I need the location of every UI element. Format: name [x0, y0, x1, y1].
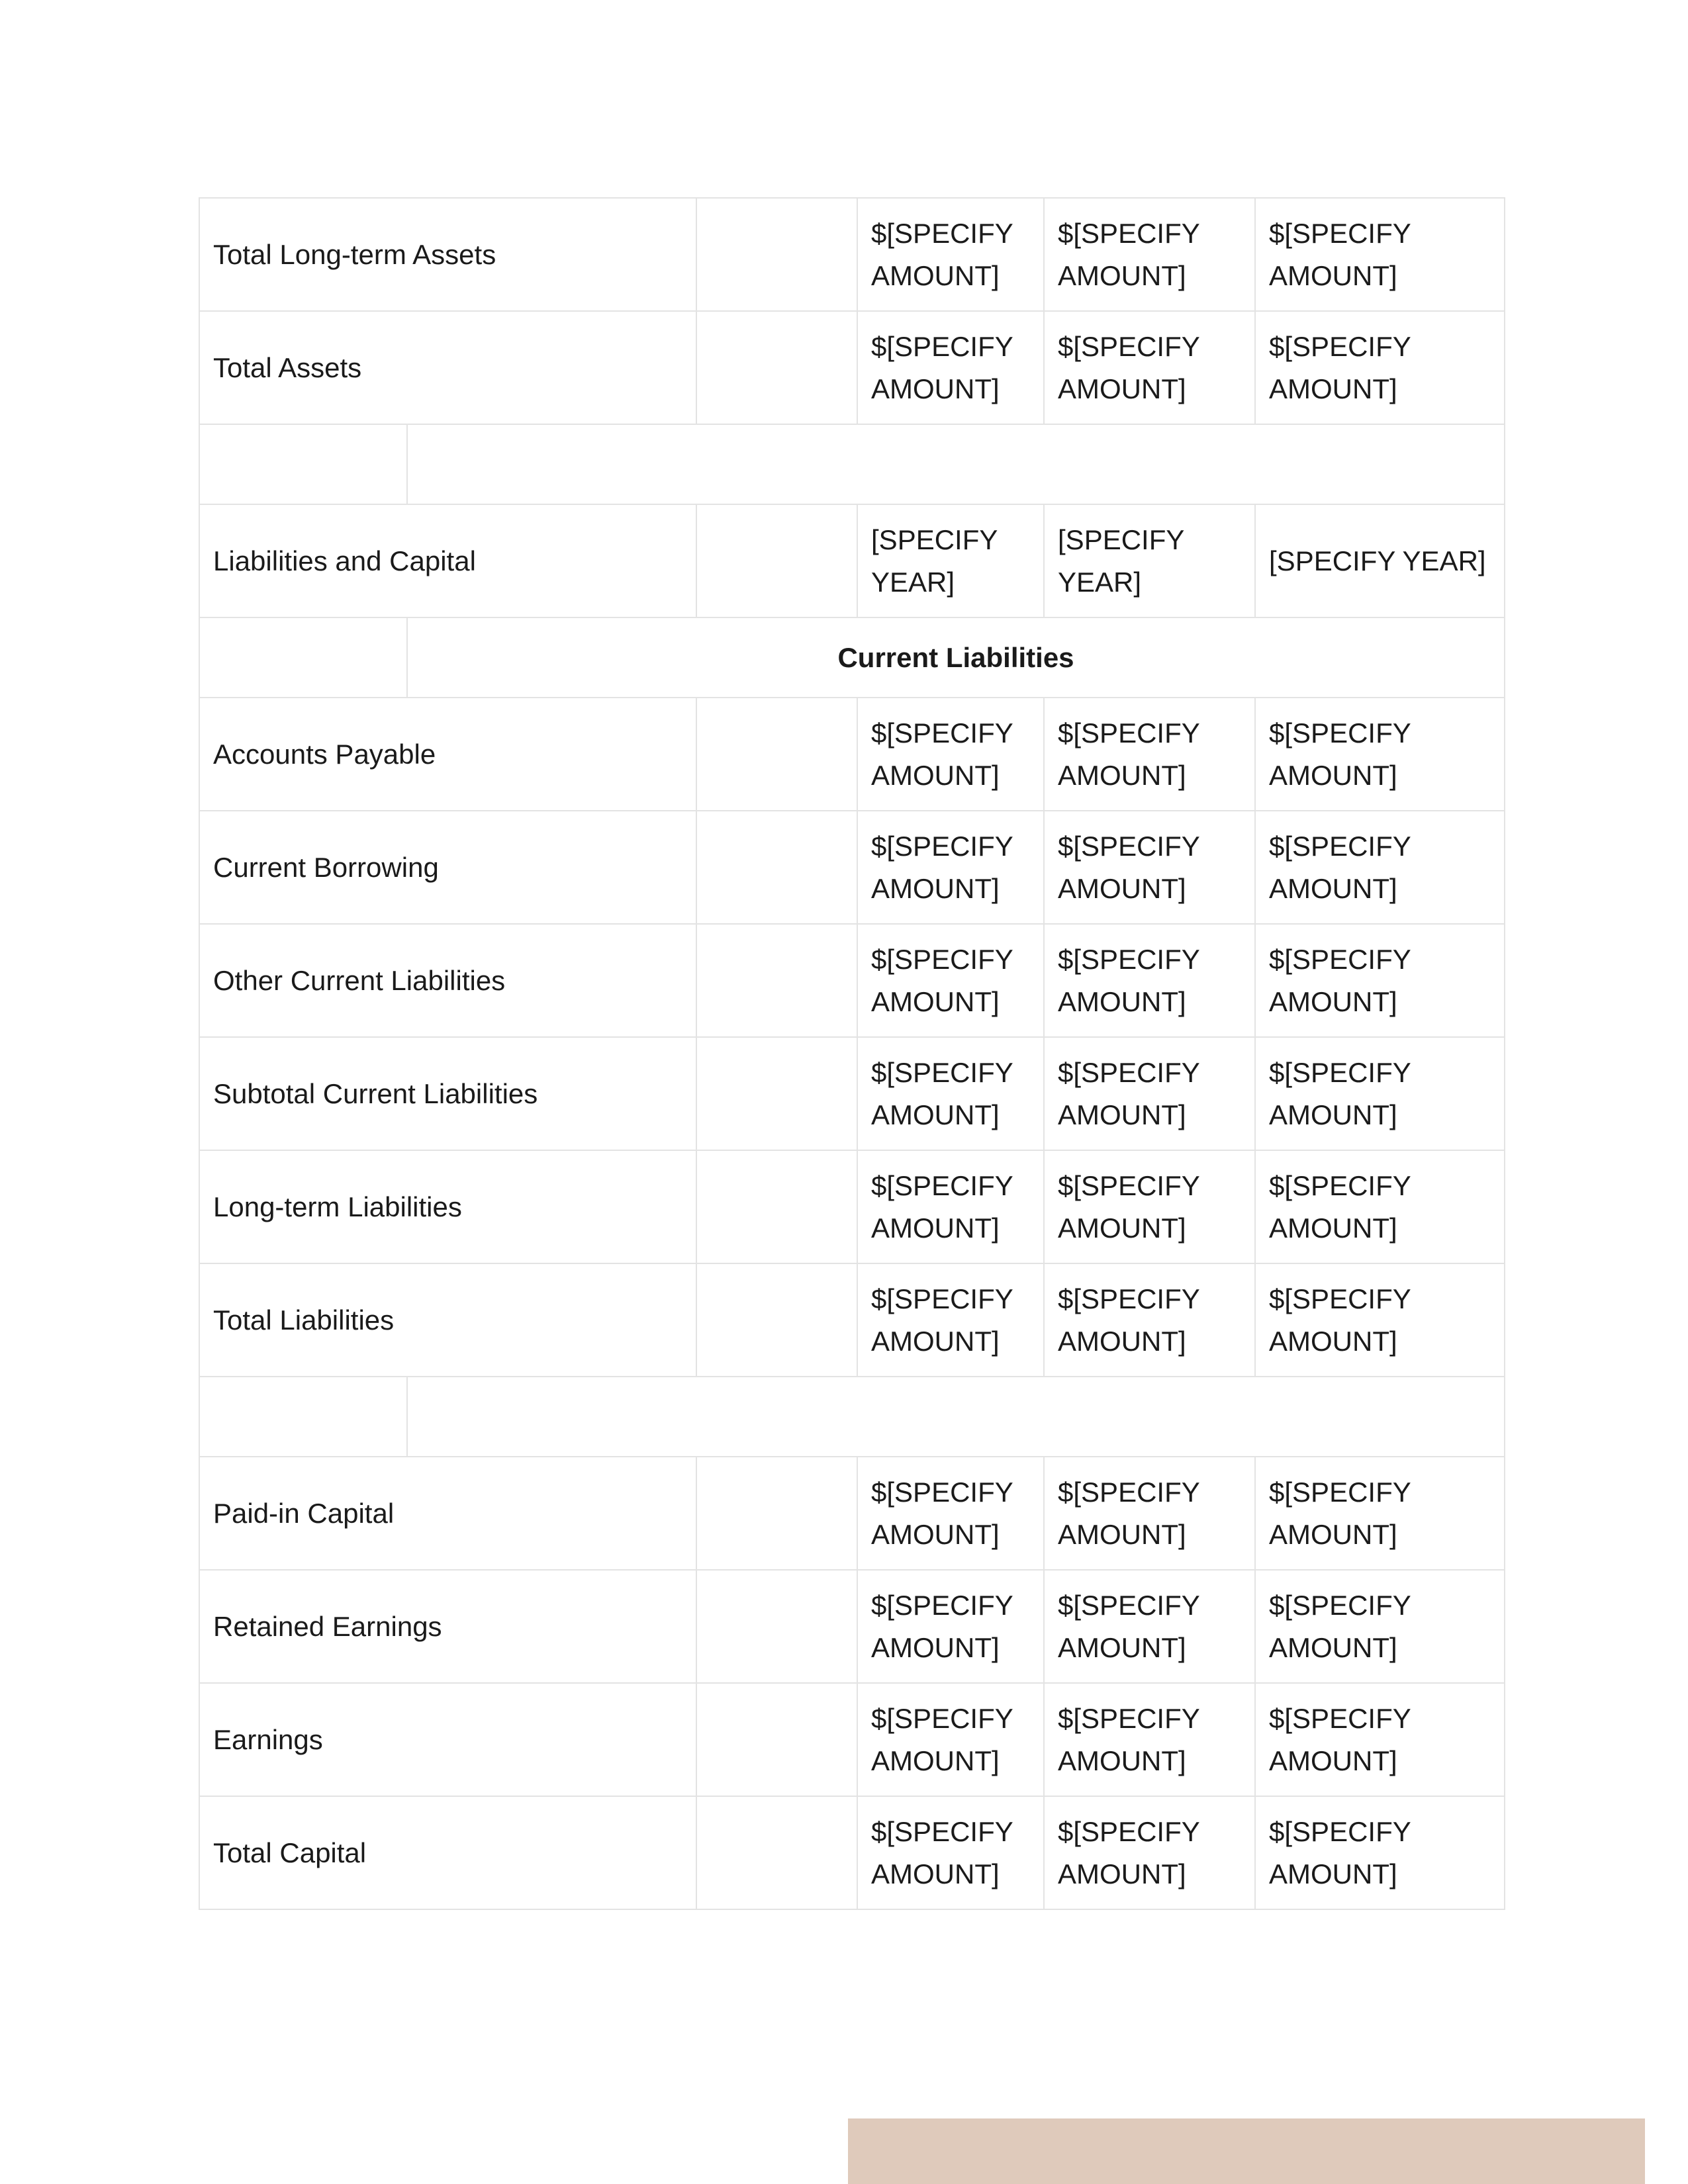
table-row [199, 198, 1505, 311]
amount-cell: $[SPECIFY AMOUNT] [1044, 1263, 1255, 1377]
spacer-row [199, 424, 1505, 504]
row-label: Other Current Liabilities [199, 924, 696, 1037]
amount-cell: $[SPECIFY AMOUNT] [857, 1796, 1044, 1909]
amount-cell: $[SPECIFY AMOUNT] [857, 924, 1044, 1037]
empty-cell [696, 698, 857, 811]
amount-cell: $[SPECIFY AMOUNT] [1255, 1570, 1505, 1683]
table-row [199, 1037, 1505, 1150]
empty-cell [696, 1570, 857, 1683]
empty-cell [696, 924, 857, 1037]
amount-cell: $[SPECIFY AMOUNT] [857, 198, 1044, 311]
amount-cell: $[SPECIFY AMOUNT] [1255, 1037, 1505, 1150]
table-row [199, 1570, 1505, 1683]
amount-cell: $[SPECIFY AMOUNT] [1255, 198, 1505, 311]
section-title: Current Liabilities [407, 617, 1505, 698]
amount-cell: $[SPECIFY AMOUNT] [1255, 811, 1505, 924]
amount-cell: $[SPECIFY AMOUNT] [1044, 198, 1255, 311]
amount-cell: $[SPECIFY AMOUNT] [857, 1683, 1044, 1796]
amount-cell: $[SPECIFY AMOUNT] [857, 1457, 1044, 1570]
amount-cell: $[SPECIFY AMOUNT] [1255, 1263, 1505, 1377]
empty-cell [199, 424, 407, 504]
amount-cell: $[SPECIFY AMOUNT] [1255, 698, 1505, 811]
empty-cell [199, 617, 407, 698]
table-row [199, 698, 1505, 811]
amount-cell: $[SPECIFY AMOUNT] [1044, 698, 1255, 811]
table-row [199, 1457, 1505, 1570]
empty-cell [696, 198, 857, 311]
row-label: Total Liabilities [199, 1263, 696, 1377]
row-label: Paid-in Capital [199, 1457, 696, 1570]
amount-cell: $[SPECIFY AMOUNT] [1255, 1796, 1505, 1909]
amount-cell: $[SPECIFY AMOUNT] [1255, 1683, 1505, 1796]
row-label: Total Assets [199, 311, 696, 424]
amount-cell: $[SPECIFY AMOUNT] [1255, 924, 1505, 1037]
row-label: Retained Earnings [199, 1570, 696, 1683]
empty-cell [696, 1150, 857, 1263]
empty-cell [407, 424, 1505, 504]
empty-cell [696, 1263, 857, 1377]
year-header-row [199, 504, 1505, 617]
year-cell: [SPECIFY YEAR] [1255, 504, 1505, 617]
amount-cell: $[SPECIFY AMOUNT] [1044, 1683, 1255, 1796]
table-row [199, 1683, 1505, 1796]
empty-cell [696, 1037, 857, 1150]
empty-cell [696, 504, 857, 617]
amount-cell: $[SPECIFY AMOUNT] [857, 811, 1044, 924]
row-label: Earnings [199, 1683, 696, 1796]
table-row [199, 311, 1505, 424]
footer-accent-bar [848, 2118, 1645, 2184]
amount-cell: $[SPECIFY AMOUNT] [1044, 1570, 1255, 1683]
amount-cell: $[SPECIFY AMOUNT] [1044, 924, 1255, 1037]
amount-cell: $[SPECIFY AMOUNT] [1044, 1150, 1255, 1263]
amount-cell: $[SPECIFY AMOUNT] [857, 1037, 1044, 1150]
amount-cell: $[SPECIFY AMOUNT] [1044, 1796, 1255, 1909]
amount-cell: $[SPECIFY AMOUNT] [1044, 1457, 1255, 1570]
table-row [199, 1796, 1505, 1909]
spacer-row [199, 1377, 1505, 1457]
row-label: Long-term Liabilities [199, 1150, 696, 1263]
table-row [199, 811, 1505, 924]
empty-cell [696, 1457, 857, 1570]
section-title-row [199, 617, 1505, 698]
amount-cell: $[SPECIFY AMOUNT] [857, 1570, 1044, 1683]
row-label: Total Long-term Assets [199, 198, 696, 311]
year-cell: [SPECIFY YEAR] [1044, 504, 1255, 617]
row-label: Current Borrowing [199, 811, 696, 924]
row-label: Subtotal Current Liabilities [199, 1037, 696, 1150]
empty-cell [696, 1796, 857, 1909]
balance-sheet-table [199, 197, 1505, 1910]
table-row [199, 1150, 1505, 1263]
amount-cell: $[SPECIFY AMOUNT] [857, 311, 1044, 424]
row-label: Total Capital [199, 1796, 696, 1909]
empty-cell [407, 1377, 1505, 1457]
empty-cell [199, 1377, 407, 1457]
empty-cell [696, 311, 857, 424]
amount-cell: $[SPECIFY AMOUNT] [1255, 1150, 1505, 1263]
amount-cell: $[SPECIFY AMOUNT] [857, 698, 1044, 811]
row-label: Liabilities and Capital [199, 504, 696, 617]
amount-cell: $[SPECIFY AMOUNT] [857, 1150, 1044, 1263]
amount-cell: $[SPECIFY AMOUNT] [1255, 311, 1505, 424]
empty-cell [696, 811, 857, 924]
amount-cell: $[SPECIFY AMOUNT] [1255, 1457, 1505, 1570]
amount-cell: $[SPECIFY AMOUNT] [1044, 1037, 1255, 1150]
amount-cell: $[SPECIFY AMOUNT] [1044, 311, 1255, 424]
amount-cell: $[SPECIFY AMOUNT] [1044, 811, 1255, 924]
amount-cell: $[SPECIFY AMOUNT] [857, 1263, 1044, 1377]
empty-cell [696, 1683, 857, 1796]
row-label: Accounts Payable [199, 698, 696, 811]
table-row [199, 1263, 1505, 1377]
year-cell: [SPECIFY YEAR] [857, 504, 1044, 617]
table-row [199, 924, 1505, 1037]
